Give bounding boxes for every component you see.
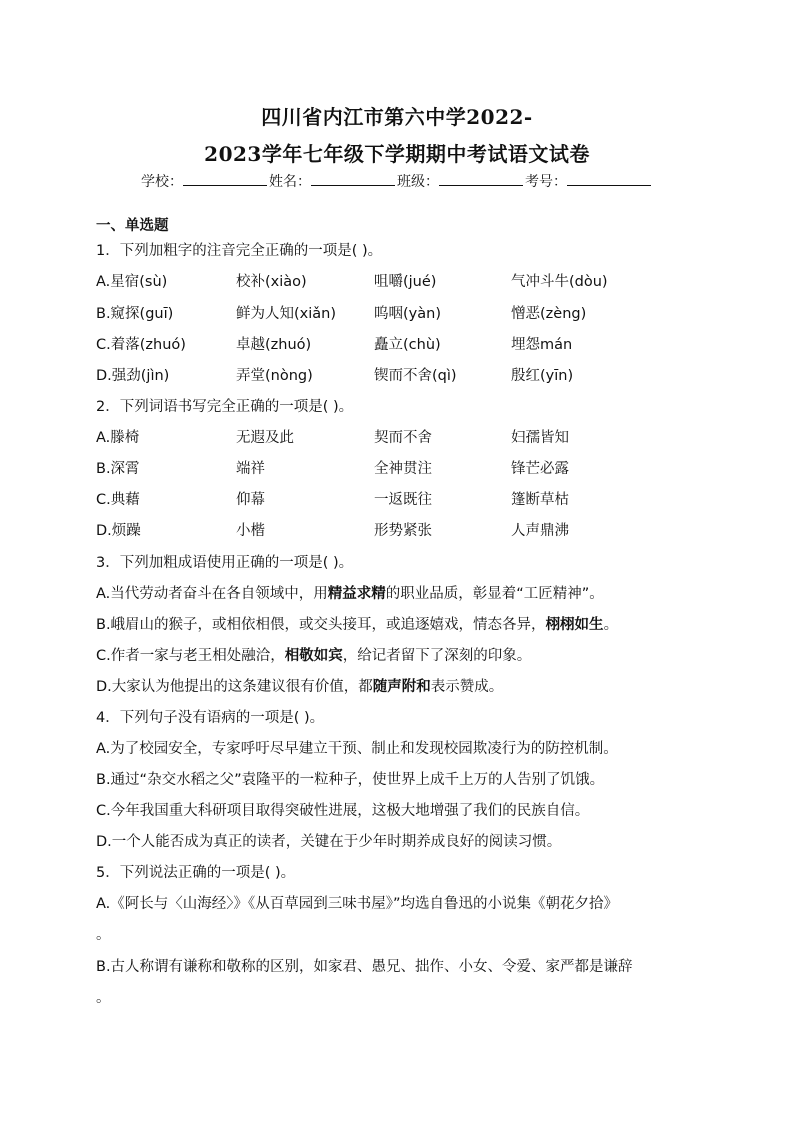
q1-option: A.星宿(sù): [96, 274, 168, 290]
q2-option: A.滕椅: [96, 430, 140, 446]
q3-c-idiom: 相敬如宾: [284, 648, 343, 664]
q3-b-idiom: 栩栩如生: [545, 617, 604, 633]
school-blank[interactable]: [183, 172, 267, 186]
q5-option-a: A.《阿长与〈山海经〉》《从百草园到三味书屋》”均选自鲁迅的小说集《朝花夕拾》: [96, 896, 619, 912]
q3-a-idiom: 精益求精: [327, 586, 386, 602]
q5-option-b-cont: 。: [96, 990, 111, 1006]
q2-option: 无遐及此: [236, 430, 294, 446]
q4-option-d: D.一个人能否成为真正的读者，关键在于少年时期养成良好的阅读习惯。: [96, 834, 562, 850]
q2-option: 妇孺皆知: [511, 430, 569, 446]
q1-option: 气冲斗牛(dòu): [511, 274, 608, 290]
q1-option: D.强劲(jìn): [96, 368, 170, 384]
q3-option-b: [96, 613, 618, 634]
q3-b-text-end: 。: [603, 617, 619, 633]
q5-stem: 5．下列说法正确的一项是( )。: [96, 865, 296, 881]
q2-option: 仰幕: [236, 492, 265, 508]
q3-a-text: A.当代劳动者奋斗在各自领域中，用: [96, 586, 328, 602]
q2-option: C.典藉: [96, 492, 140, 508]
q1-option: 埋怨mán: [511, 337, 573, 353]
q1-option: 矗立(chù): [374, 337, 441, 353]
q2-stem: 2．下列词语书写完全正确的一项是( )。: [96, 399, 354, 415]
q5-option-a-cont: 。: [96, 927, 111, 943]
school-label: 学校：: [141, 174, 183, 190]
q1-option: C.着落(zhuó): [96, 337, 186, 353]
number-label: 考号：: [525, 174, 567, 190]
exam-title-line2: 2023学年七年级下学期期中考试语文试卷: [204, 142, 590, 166]
q1-option: B.窥探(guī): [96, 306, 174, 322]
q3-d-text: D.大家认为他提出的这条建议很有价值，都: [96, 679, 373, 695]
q3-option-a: [96, 582, 604, 603]
q3-a-text-end: 的职业品质，彰显着“工匠精神”。: [385, 586, 604, 602]
name-label: 姓名：: [269, 174, 311, 190]
q2-option: B.深霄: [96, 461, 140, 477]
q4-option-a: A.为了校园安全，专家呼吁尽早建立干预、制止和发现校园欺凌行为的防控机制。: [96, 741, 618, 757]
q3-option-c: [96, 644, 531, 665]
q1-option: 憎恶(zèng): [511, 306, 587, 322]
q3-c-text-end: ，给记者留下了深刻的印象。: [342, 648, 532, 664]
q1-stem: 1．下列加粗字的注音完全正确的一项是( )。: [96, 243, 383, 259]
q1-option: 鲜为人知(xiǎn): [236, 306, 336, 322]
q4-stem: 4．下列句子没有语病的一项是( )。: [96, 710, 325, 726]
q3-b-text: B.峨眉山的猴子，或相依相偎，或交头接耳，或追逐嬉戏，情态各异，: [96, 617, 546, 633]
name-blank[interactable]: [311, 172, 395, 186]
q2-option: 小楷: [236, 523, 265, 539]
q1-option: 殷红(yīn): [511, 368, 574, 384]
q2-option: 篷断草枯: [511, 492, 569, 508]
q1-option: 弄堂(nòng): [236, 368, 313, 384]
q2-option: 全神贯注: [374, 461, 432, 477]
exam-title-line1: 四川省内江市第六中学2022-: [261, 105, 533, 129]
class-blank[interactable]: [439, 172, 523, 186]
q2-option: 人声鼎沸: [511, 523, 569, 539]
q1-option: 咀嚼(jué): [374, 274, 437, 290]
q1-option: 锲而不舍(qì): [374, 368, 457, 384]
q1-option: 呜咽(yàn): [374, 306, 441, 322]
q2-option: 锋芒必露: [511, 461, 569, 477]
q2-option: 契而不舍: [374, 430, 432, 446]
class-label: 班级：: [397, 174, 439, 190]
q1-option: 校补(xiào): [236, 274, 307, 290]
q2-option: 一返既往: [374, 492, 432, 508]
q4-option-c: C.今年我国重大科研项目取得突破性进展，这极大地增强了我们的民族自信。: [96, 803, 590, 819]
q2-option: 端祥: [236, 461, 265, 477]
q2-option: D.烦躁: [96, 523, 141, 539]
q1-option: 卓越(zhuó): [236, 337, 312, 353]
q2-option: 形势紧张: [374, 523, 432, 539]
q3-c-text: C.作者一家与老王相处融洽，: [96, 648, 285, 664]
q3-stem: 3．下列加粗成语使用正确的一项是( )。: [96, 555, 354, 571]
number-blank[interactable]: [567, 172, 651, 186]
q4-option-b: B.通过“杂交水稻之父”袁隆平的一粒种子，使世界上成千上万的人告别了饥饿。: [96, 772, 605, 788]
q3-option-d: [96, 675, 503, 696]
section-heading: 一、单选题: [96, 218, 169, 234]
student-info-row: [0, 171, 794, 191]
q5-option-b: B.古人称谓有谦称和敬称的区别，如家君、愚兄、拙作、小女、令爱、家严都是谦辞: [96, 959, 633, 975]
q3-d-text-end: 表示赞成。: [430, 679, 504, 695]
q3-d-idiom: 随声附和: [372, 679, 431, 695]
